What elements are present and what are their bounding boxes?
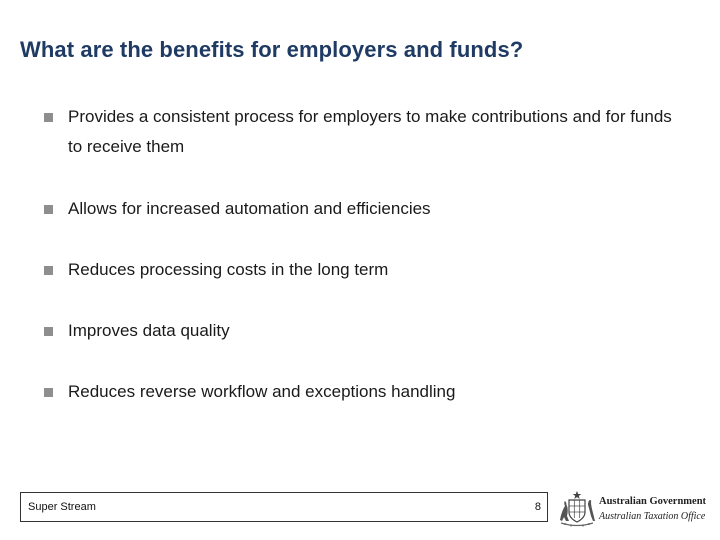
footer-label: Super Stream (28, 501, 96, 513)
square-bullet-icon (44, 113, 53, 122)
bullet-item (44, 316, 694, 346)
square-bullet-icon (44, 388, 53, 397)
bullet-text: Improves data quality (68, 321, 230, 340)
bullet-text: Reduces reverse workflow and exceptions handling (68, 382, 456, 401)
government-name: Australian Government (599, 496, 707, 507)
agency-logo-text (599, 494, 706, 524)
footer-bar (20, 492, 548, 522)
slide-title: What are the benefits for employers and funds? (20, 37, 524, 62)
page-number: 8 (534, 501, 541, 513)
bullet-text: Provides a consistent process for employers to make contributions and for funds to receive them (68, 107, 672, 156)
bullet-text: Reduces processing costs in the long term (68, 260, 389, 279)
bullet-item (44, 102, 694, 162)
square-bullet-icon (44, 205, 53, 214)
square-bullet-icon (44, 266, 53, 275)
square-bullet-icon (44, 327, 53, 336)
office-name: Australian Taxation Office (599, 511, 706, 522)
commonwealth-coat-of-arms-icon (557, 490, 597, 528)
bullet-item (44, 255, 694, 285)
bullet-text: Allows for increased automation and efficiencies (68, 199, 431, 218)
bullet-item (44, 194, 694, 224)
bullet-item (44, 377, 694, 407)
